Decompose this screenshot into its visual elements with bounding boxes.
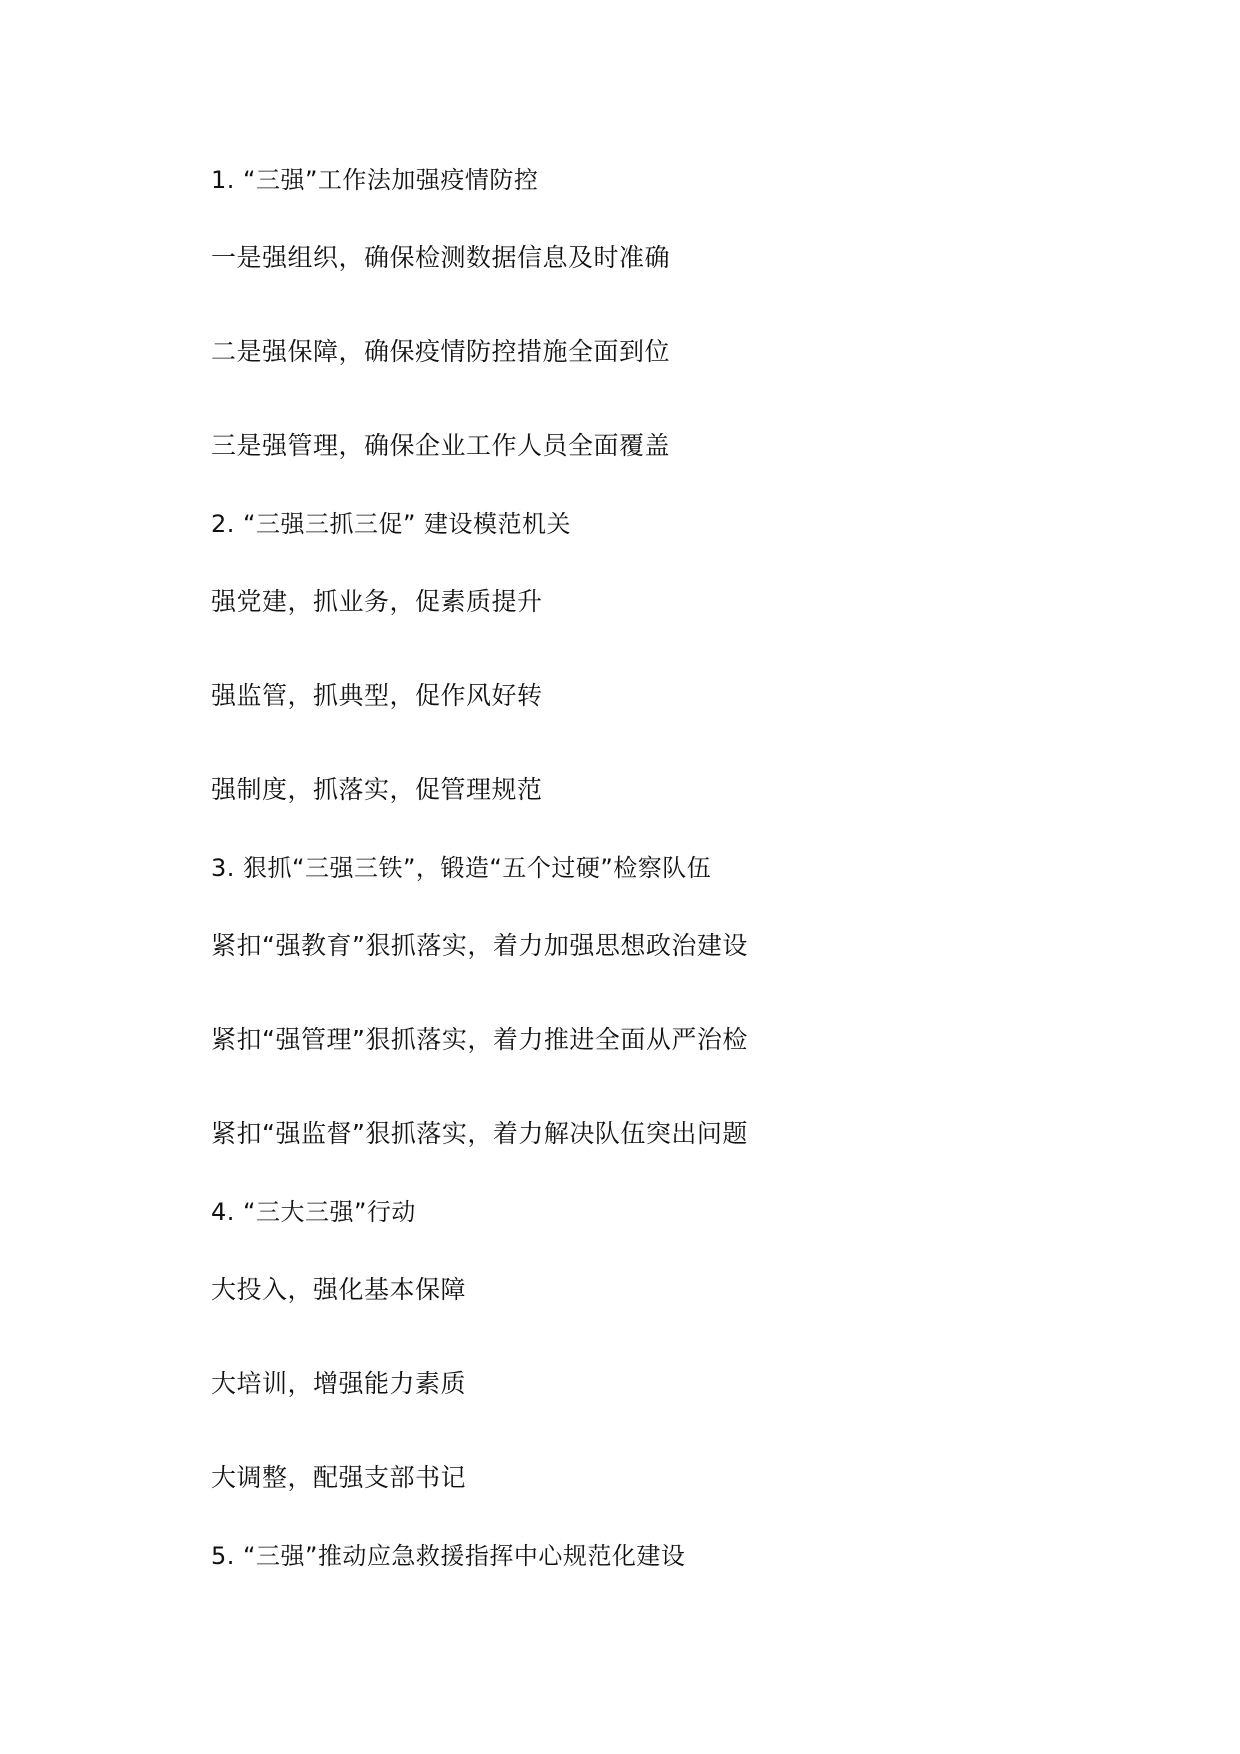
section-2-heading: 2. “三强三抓三促” 建设模范机关 — [211, 510, 572, 538]
section-2-item-1: 强党建，抓业务，促素质提升 — [211, 587, 543, 616]
section-1-item-3: 三是强管理，确保企业工作人员全面覆盖 — [211, 431, 671, 460]
section-2-item-2: 强监管，抓典型，促作风好转 — [211, 681, 543, 710]
section-4-item-3: 大调整，配强支部书记 — [211, 1463, 467, 1492]
section-3-item-3: 紧扣“强监督”狠抓落实，着力解决队伍突出问题 — [211, 1119, 748, 1148]
section-4-item-1: 大投入，强化基本保障 — [211, 1275, 467, 1304]
section-1-item-1: 一是强组织，确保检测数据信息及时准确 — [211, 243, 671, 272]
section-3-item-1: 紧扣“强教育”狠抓落实，着力加强思想政治建设 — [211, 931, 748, 960]
section-5-heading: 5. “三强”推动应急救援指挥中心规范化建设 — [211, 1542, 686, 1570]
section-4-heading: 4. “三大三强”行动 — [211, 1198, 416, 1226]
section-3-heading: 3. 狠抓“三强三铁”，锻造“五个过硬”检察队伍 — [211, 854, 712, 882]
section-1-item-2: 二是强保障，确保疫情防控措施全面到位 — [211, 337, 671, 366]
section-1-heading: 1. “三强”工作法加强疫情防控 — [211, 166, 539, 194]
section-3-item-2: 紧扣“强管理”狠抓落实，着力推进全面从严治检 — [211, 1025, 748, 1054]
section-4-item-2: 大培训，增强能力素质 — [211, 1369, 467, 1398]
section-2-item-3: 强制度，抓落实，促管理规范 — [211, 775, 543, 804]
